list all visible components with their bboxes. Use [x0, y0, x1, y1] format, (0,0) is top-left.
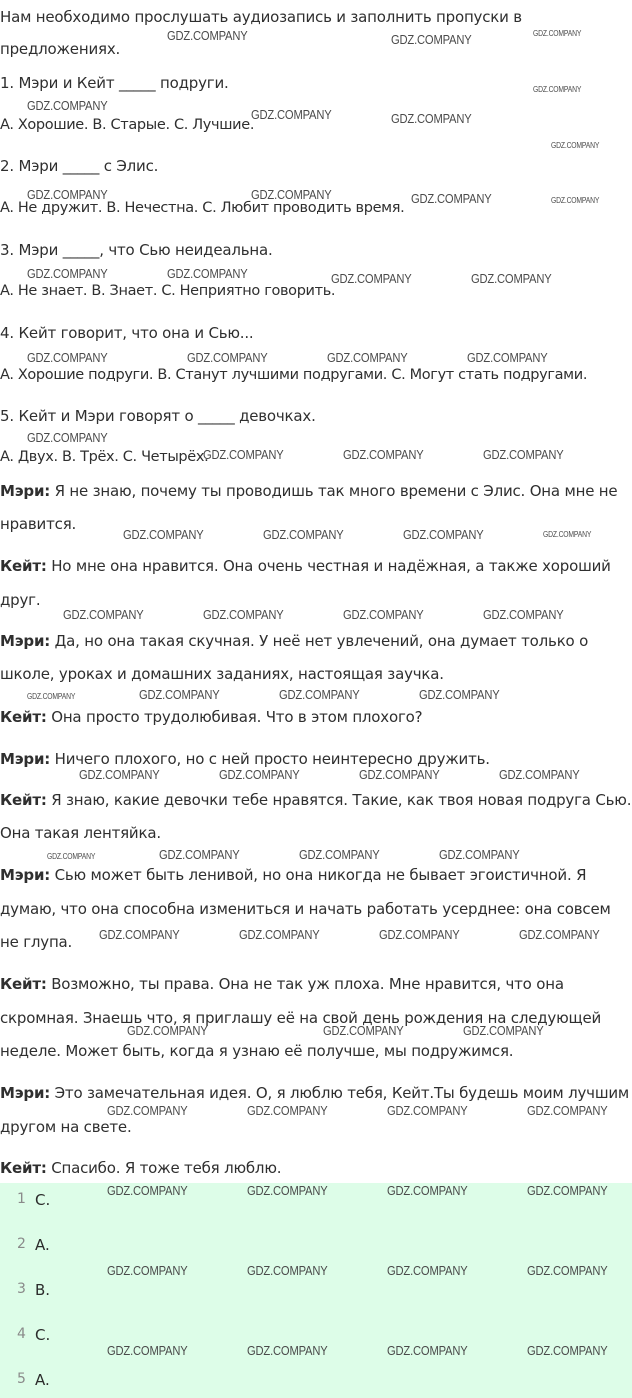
watermark: GDZ.COMPANY: [551, 196, 600, 205]
question-4-options: A. Хорошие подруги. B. Станут лучшими подругами. C. Могут стать подругами.: [0, 367, 588, 383]
watermark: GDZ.COMPANY: [527, 1183, 608, 1198]
watermark: GDZ.COMPANY: [107, 1343, 188, 1358]
watermark: GDZ.COMPANY: [47, 852, 96, 861]
watermark: GDZ.COMPANY: [483, 607, 564, 622]
dialogue-text: Она такая лентяйка.: [0, 824, 161, 842]
dialogue-text: Да, но она такая скучная. У неё нет увлечений, она думает только о: [50, 632, 589, 650]
question-5: 5. Кейт и Мэри говорят о _____ девочках.: [0, 407, 316, 425]
question-1-options: A. Хорошие. B. Старые. C. Лучшие.: [0, 117, 255, 133]
watermark: GDZ.COMPANY: [327, 350, 408, 365]
question-5-options: A. Двух. B. Трёх. C. Четырёх.: [0, 449, 209, 465]
answer-value: A.: [35, 1371, 50, 1389]
watermark: GDZ.COMPANY: [463, 1023, 544, 1038]
dialogue-line: [0, 975, 564, 993]
watermark: GDZ.COMPANY: [387, 1103, 468, 1118]
watermark: GDZ.COMPANY: [107, 1183, 188, 1198]
dialogue-text: скромная. Знаешь что, я приглашу её на свой день рождения на следующей: [0, 1009, 602, 1027]
speaker-name: Мэри:: [0, 750, 51, 768]
dialogue-text: Сью может быть ленивой, но она никогда не бывает эгоистичной. Я: [50, 866, 587, 884]
watermark: GDZ.COMPANY: [203, 447, 284, 462]
answer-number: 3: [17, 1281, 26, 1297]
watermark: GDZ.COMPANY: [483, 447, 564, 462]
watermark: GDZ.COMPANY: [403, 527, 484, 542]
watermark: GDZ.COMPANY: [419, 687, 500, 702]
watermark: GDZ.COMPANY: [27, 266, 108, 281]
watermark: GDZ.COMPANY: [499, 767, 580, 782]
dialogue-text: школе, уроках и домашних заданиях, настоящая заучка.: [0, 665, 444, 683]
watermark: GDZ.COMPANY: [187, 350, 268, 365]
dialogue-line: [0, 482, 617, 500]
watermark: GDZ.COMPANY: [167, 28, 248, 43]
speaker-name: Мэри:: [0, 1084, 51, 1102]
answer-value: A.: [35, 1236, 50, 1254]
speaker-name: Кейт:: [0, 1159, 47, 1177]
answer-number: 4: [17, 1326, 26, 1342]
watermark: GDZ.COMPANY: [387, 1183, 468, 1198]
question-2-options: A. Не дружит. B. Нечестна. C. Любит проводить время.: [0, 200, 405, 216]
watermark: GDZ.COMPANY: [263, 527, 344, 542]
question-4: 4. Кейт говорит, что она и Сью...: [0, 324, 254, 342]
watermark: GDZ.COMPANY: [79, 767, 160, 782]
watermark: GDZ.COMPANY: [247, 1103, 328, 1118]
answer-value: B.: [35, 1281, 51, 1299]
speaker-name: Кейт:: [0, 708, 47, 726]
watermark: GDZ.COMPANY: [167, 266, 248, 281]
answers-panel: [0, 1183, 632, 1398]
watermark: GDZ.COMPANY: [27, 187, 108, 202]
watermark: GDZ.COMPANY: [107, 1103, 188, 1118]
watermark: GDZ.COMPANY: [533, 85, 582, 94]
dialogue-line: [0, 708, 422, 726]
speaker-name: Мэри:: [0, 632, 51, 650]
watermark: GDZ.COMPANY: [27, 98, 108, 113]
watermark: GDZ.COMPANY: [127, 1023, 208, 1038]
answer-number: 5: [17, 1371, 26, 1387]
watermark: GDZ.COMPANY: [391, 111, 472, 126]
dialogue-text: не глупа.: [0, 933, 73, 951]
dialogue-line: [0, 750, 490, 768]
watermark: GDZ.COMPANY: [343, 607, 424, 622]
instruction-line-1: Нам необходимо прослушать аудиозапись и заполнить пропуски в: [0, 8, 522, 26]
watermark: GDZ.COMPANY: [527, 1343, 608, 1358]
watermark: GDZ.COMPANY: [519, 927, 600, 942]
speaker-name: Кейт:: [0, 791, 47, 809]
watermark: GDZ.COMPANY: [359, 767, 440, 782]
question-3: 3. Мэри _____, что Сью неидеальна.: [0, 241, 273, 259]
dialogue-text: Ничего плохого, но с ней просто неинтересно дружить.: [50, 750, 490, 768]
watermark: GDZ.COMPANY: [467, 350, 548, 365]
watermark: GDZ.COMPANY: [343, 447, 424, 462]
question-1: 1. Мэри и Кейт _____ подруги.: [0, 74, 229, 92]
watermark: GDZ.COMPANY: [123, 527, 204, 542]
speaker-name: Мэри:: [0, 866, 51, 884]
dialogue-text: Но мне она нравится. Она очень честная и надёжная, а также хороший: [46, 557, 611, 575]
dialogue-line: [0, 1084, 629, 1102]
watermark: GDZ.COMPANY: [247, 1183, 328, 1198]
watermark: GDZ.COMPANY: [203, 607, 284, 622]
dialogue-text: неделе. Может быть, когда я узнаю её получше, мы подружимся.: [0, 1042, 514, 1060]
dialogue-text: Я не знаю, почему ты проводишь так много времени с Элис. Она мне не: [50, 482, 618, 500]
dialogue-text: Спасибо. Я тоже тебя люблю.: [46, 1159, 282, 1177]
dialogue-line: [0, 791, 631, 809]
watermark: GDZ.COMPANY: [527, 1103, 608, 1118]
watermark: GDZ.COMPANY: [159, 847, 240, 862]
dialogue-line: [0, 632, 588, 650]
dialogue-line: [0, 866, 586, 884]
watermark: GDZ.COMPANY: [247, 1343, 328, 1358]
watermark: GDZ.COMPANY: [239, 927, 320, 942]
question-3-options: A. Не знает. B. Знает. C. Неприятно говорить.: [0, 283, 336, 299]
watermark: GDZ.COMPANY: [27, 430, 108, 445]
watermark: GDZ.COMPANY: [551, 141, 600, 150]
watermark: GDZ.COMPANY: [387, 1343, 468, 1358]
watermark: GDZ.COMPANY: [139, 687, 220, 702]
dialogue-text: нравится.: [0, 515, 77, 533]
watermark: GDZ.COMPANY: [387, 1263, 468, 1278]
dialogue-line: [0, 1159, 281, 1177]
watermark: GDZ.COMPANY: [247, 1263, 328, 1278]
dialogue-text: друг.: [0, 591, 41, 609]
watermark: GDZ.COMPANY: [331, 271, 412, 286]
watermark: GDZ.COMPANY: [27, 350, 108, 365]
dialogue-line: [0, 557, 611, 575]
watermark: GDZ.COMPANY: [279, 687, 360, 702]
dialogue-text: другом на свете.: [0, 1118, 132, 1136]
dialogue-text: думаю, что она способна измениться и начать работать усерднее: она совсем: [0, 900, 611, 918]
dialogue-text: Это замечательная идея. О, я люблю тебя, Кейт.Ты будешь моим лучшим: [50, 1084, 630, 1102]
answer-value: C.: [35, 1326, 51, 1344]
watermark: GDZ.COMPANY: [107, 1263, 188, 1278]
answer-value: C.: [35, 1191, 51, 1209]
watermark: GDZ.COMPANY: [251, 187, 332, 202]
watermark: GDZ.COMPANY: [543, 530, 592, 539]
instruction-line-2: предложениях.: [0, 40, 121, 58]
watermark: GDZ.COMPANY: [27, 692, 76, 701]
watermark: GDZ.COMPANY: [533, 29, 582, 38]
watermark: GDZ.COMPANY: [411, 191, 492, 206]
watermark: GDZ.COMPANY: [63, 607, 144, 622]
watermark: GDZ.COMPANY: [219, 767, 300, 782]
watermark: GDZ.COMPANY: [379, 927, 460, 942]
answer-number: 2: [17, 1236, 26, 1252]
watermark: GDZ.COMPANY: [251, 107, 332, 122]
watermark: GDZ.COMPANY: [99, 927, 180, 942]
watermark: GDZ.COMPANY: [299, 847, 380, 862]
dialogue-text: Возможно, ты права. Она не так уж плоха. Мне нравится, что она: [46, 975, 564, 993]
watermark: GDZ.COMPANY: [527, 1263, 608, 1278]
dialogue-text: Она просто трудолюбивая. Что в этом плохого?: [46, 708, 423, 726]
question-2: 2. Мэри _____ с Элис.: [0, 157, 159, 175]
watermark: GDZ.COMPANY: [323, 1023, 404, 1038]
speaker-name: Кейт:: [0, 557, 47, 575]
speaker-name: Мэри:: [0, 482, 51, 500]
dialogue-text: Я знаю, какие девочки тебе нравятся. Такие, как твоя новая подруга Сью.: [46, 791, 632, 809]
watermark: GDZ.COMPANY: [471, 271, 552, 286]
answer-number: 1: [17, 1191, 26, 1207]
watermark: GDZ.COMPANY: [391, 32, 472, 47]
speaker-name: Кейт:: [0, 975, 47, 993]
watermark: GDZ.COMPANY: [439, 847, 520, 862]
